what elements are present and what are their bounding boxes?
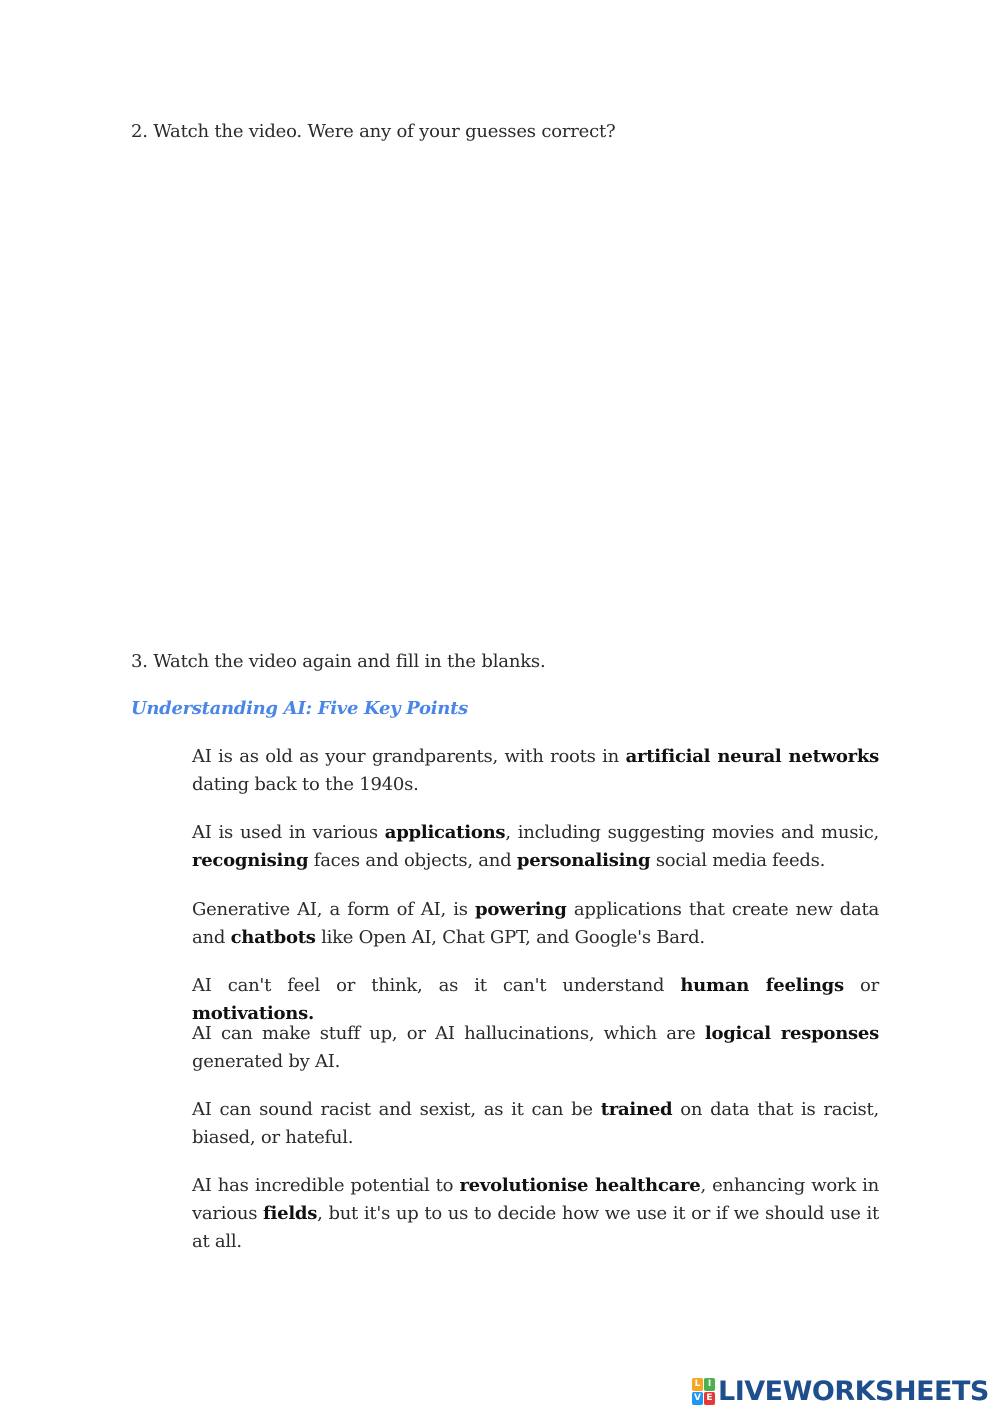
paragraph-text: , but it's up to us to decide how we use it or if we should use it at all. [192, 1203, 880, 1252]
paragraph-text: or [843, 975, 879, 996]
answer-word: human feelings [680, 975, 844, 996]
paragraph-text: applications that create new data and [192, 899, 879, 948]
answer-word: trained [600, 1099, 673, 1120]
paragraph-text: AI can sound racist and sexist, as it can be [192, 1099, 601, 1120]
logo-text: LIVEWORKSHEETS [718, 1375, 989, 1407]
answer-word: fields [263, 1203, 318, 1224]
paragraph-text: generated by AI. [192, 1051, 341, 1072]
paragraph-text: , including suggesting movies and music, [505, 822, 880, 843]
paragraph-text: AI is used in various [192, 822, 385, 843]
logo-letter: I [704, 1378, 715, 1391]
logo-mark-icon [692, 1378, 715, 1405]
paragraph-text: dating back to the 1940s. [192, 774, 419, 795]
paragraph-text: AI has incredible potential to [192, 1175, 460, 1196]
answer-word: powering [475, 899, 567, 920]
answer-word: recognising [192, 850, 309, 871]
key-point-paragraph [192, 1020, 879, 1076]
paragraph-text: social media feeds. [650, 850, 826, 871]
section-title: Understanding AI: Five Key Points [131, 698, 468, 719]
logo-letter: E [704, 1392, 715, 1405]
paragraph-text: Generative AI, a form of AI, is [192, 899, 476, 920]
answer-word: motivations. [192, 1003, 314, 1024]
paragraph-text: AI can't feel or think, as it can't understand [192, 975, 681, 996]
key-point-paragraph [192, 896, 879, 952]
logo-letter: L [692, 1378, 703, 1391]
question-3: 3. Watch the video again and fill in the blanks. [131, 651, 546, 672]
answer-word: artificial neural networks [625, 746, 880, 767]
paragraph-text: AI can make stuff up, or AI hallucinations, which are [192, 1023, 705, 1044]
question-2: 2. Watch the video. Were any of your guesses correct? [131, 121, 616, 142]
logo-letter: V [692, 1392, 703, 1405]
liveworksheets-logo[interactable] [692, 1375, 989, 1407]
answer-word: chatbots [230, 927, 316, 948]
answer-word: personalising [516, 850, 651, 871]
answer-word: logical responses [704, 1023, 879, 1044]
answer-word: applications [384, 822, 506, 843]
key-point-paragraph [192, 743, 879, 799]
paragraph-text: faces and objects, and [308, 850, 517, 871]
key-point-paragraph [192, 1096, 879, 1152]
paragraph-text: AI is as old as your grandparents, with roots in [192, 746, 626, 767]
paragraph-text: like Open AI, Chat GPT, and Google's Bard. [315, 927, 705, 948]
key-point-paragraph [192, 819, 879, 875]
paragraph-text: , enhancing work in various [192, 1175, 879, 1224]
paragraph-text: on data that is racist, biased, or hateful. [192, 1099, 879, 1148]
key-point-paragraph [192, 1172, 879, 1256]
answer-word: revolutionise healthcare [459, 1175, 701, 1196]
